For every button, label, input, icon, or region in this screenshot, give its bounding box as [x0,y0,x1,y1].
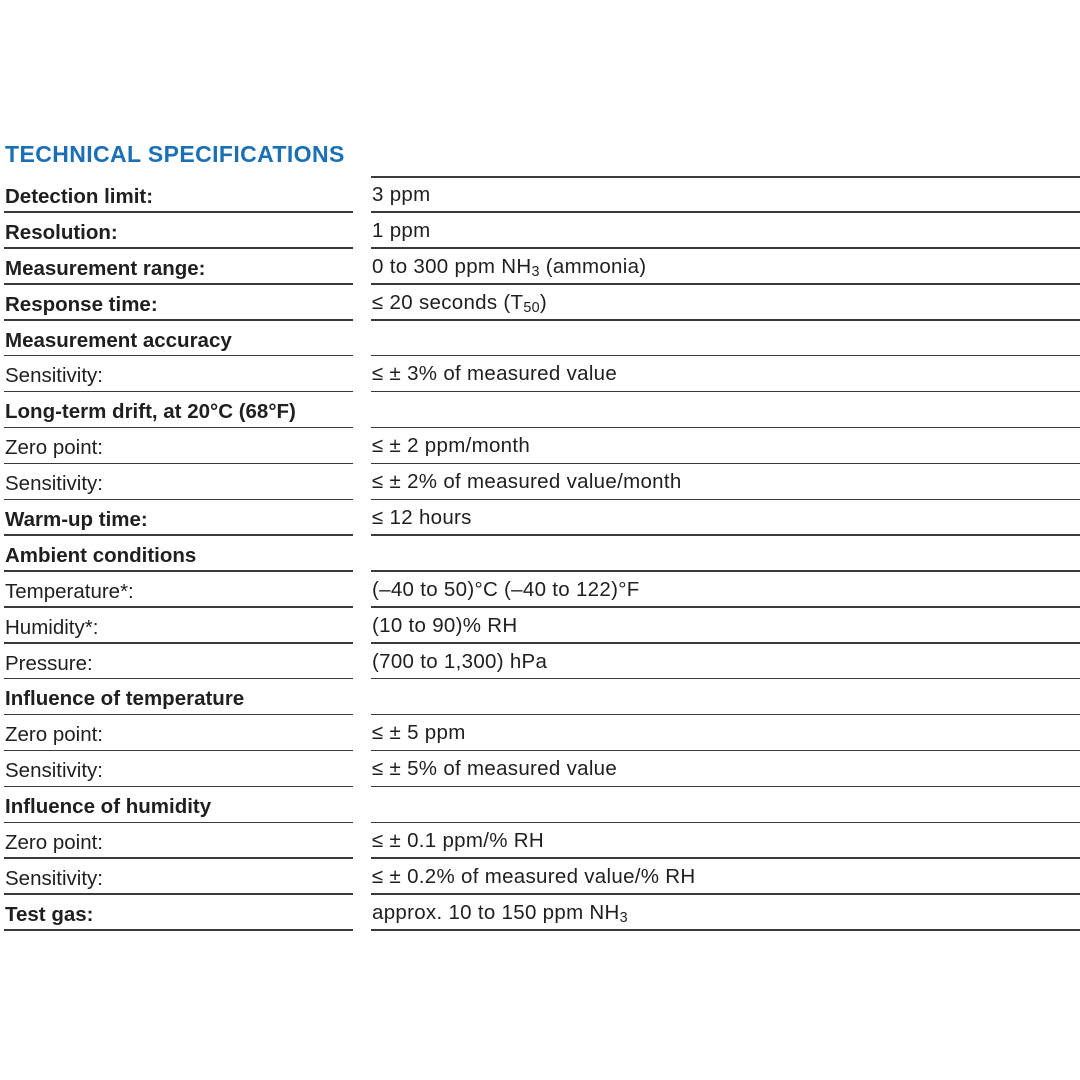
spec-value [372,469,682,495]
spec-sub-label: Sensitivity: [5,364,103,388]
spec-heading-label: Influence of humidity [5,795,212,819]
spec-value-text: 1 ppm [372,218,431,242]
spec-value [372,900,628,926]
spec-heading-label: Influence of temperature [5,687,245,711]
spec-value [372,254,646,280]
spec-heading-label: Test gas: [5,902,94,926]
spec-value [372,433,530,459]
spec-heading-label: Ambient conditions [5,543,197,567]
spec-value-text: ≤ ± 5% of measured value [372,757,618,781]
spec-value [372,218,430,244]
spec-value-text: ≤ 20 seconds (T [372,290,524,314]
spec-value [372,720,466,746]
spec-value [372,182,430,208]
spec-value [372,864,696,890]
spec-table [0,176,1080,930]
spec-value-text: ≤ ± 2% of measured value/month [372,470,682,494]
spec-row [0,571,1080,607]
spec-row [0,643,1080,679]
spec-row [0,822,1080,858]
spec-value-subscript: 3 [531,263,540,280]
spec-heading-label: Long-term drift, at 20°C (68°F) [5,400,296,424]
spec-value-subscript: 50 [523,299,540,316]
spec-sub-label: Sensitivity: [5,759,103,783]
spec-heading-label: Resolution: [5,220,118,244]
spec-sub-label: Sensitivity: [5,472,103,496]
section-title: TECHNICAL SPECIFICATIONS [5,141,345,167]
spec-value-text: (–40 to 50)°C (–40 to 122)°F [372,577,640,601]
spec-sub-label: Zero point: [5,436,103,460]
spec-row [0,499,1080,535]
spec-row [0,894,1080,930]
spec-heading-label: Measurement accuracy [5,328,232,352]
spec-value [372,505,472,531]
spec-sub-label: Zero point: [5,831,103,855]
spec-sub-label: Temperature*: [5,579,134,603]
spec-row [0,714,1080,750]
spec-value-text: ≤ ± 2 ppm/month [372,434,531,458]
row-divider-right [371,929,1080,931]
spec-value-text: (10 to 90)% RH [372,613,518,637]
spec-value-text: 3 ppm [372,183,431,206]
spec-value [372,577,640,603]
spec-row [0,427,1080,463]
spec-sub-label: Zero point: [5,723,103,747]
spec-row [0,212,1080,248]
spec-row [0,535,1080,571]
spec-value [372,290,547,316]
spec-heading-label: Measurement range: [5,256,206,280]
spec-value-tail: (ammonia) [539,254,647,278]
spec-row [0,320,1080,356]
spec-value-subscript: 3 [619,909,628,926]
spec-sub-label: Sensitivity: [5,866,103,890]
spec-value-text: ≤ ± 0.2% of measured value/% RH [372,864,696,888]
spec-row [0,463,1080,499]
spec-value-text: 0 to 300 ppm NH [372,254,532,278]
spec-value-text: ≤ ± 5 ppm [372,721,466,745]
spec-heading-label: Warm-up time: [5,508,148,532]
spec-row [0,176,1080,212]
spec-value-text: ≤ 12 hours [372,506,472,530]
spec-row [0,858,1080,894]
row-divider-left [4,929,353,931]
spec-value [372,649,547,675]
spec-row [0,284,1080,320]
spec-sub-label: Pressure: [5,651,93,675]
spec-row [0,607,1080,643]
spec-value [372,828,544,854]
spec-row [0,786,1080,822]
spec-heading-label: Detection limit: [5,185,154,208]
spec-value [372,361,617,387]
spec-row [0,248,1080,284]
spec-row [0,678,1080,714]
spec-value [372,756,617,782]
spec-value-text: approx. 10 to 150 ppm NH [372,900,620,924]
spec-row [0,750,1080,786]
spec-sub-label: Humidity*: [5,615,99,639]
spec-value-tail: ) [539,290,548,314]
spec-value-text: (700 to 1,300) hPa [372,649,548,673]
spec-value [372,613,517,639]
spec-heading-label: Response time: [5,292,158,316]
spec-value-text: ≤ ± 0.1 ppm/% RH [372,829,544,853]
spec-row [0,391,1080,427]
spec-value-text: ≤ ± 3% of measured value [372,362,618,386]
spec-row [0,355,1080,391]
